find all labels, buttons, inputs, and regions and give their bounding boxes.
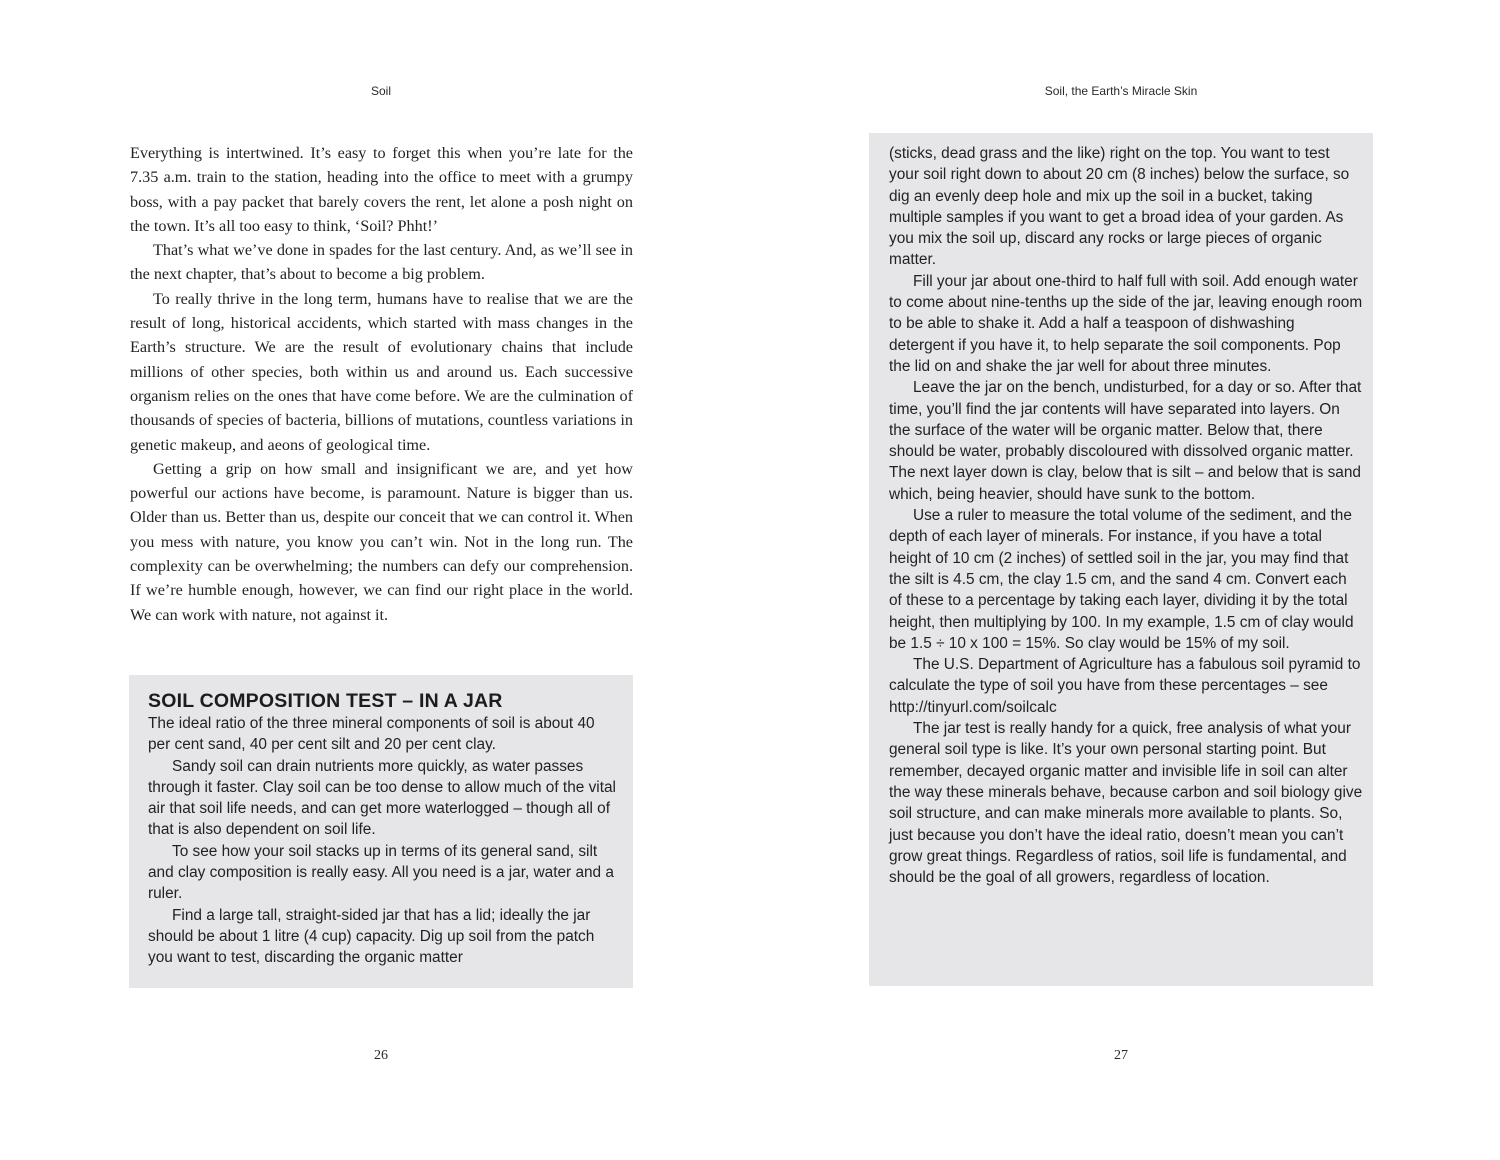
sidebar-title: SOIL COMPOSITION TEST – IN A JAR <box>148 690 503 712</box>
sidebar-paragraph: (sticks, dead grass and the like) right on the top. You want to test your soil right down to about 20 cm (8 inches) below the surface, so dig an evenly deep hole and mix up the soil in a bucket, taking multiple samples if you want to get a broad idea of your garden. As you mix the soil up, discard any rocks or large pieces of organic matter. <box>889 145 1350 269</box>
sidebar-paragraph: The ideal ratio of the three mineral components of soil is about 40 per cent sand, 40 per cent silt and 20 per cent clay. <box>148 715 595 754</box>
sidebar-paragraph: Leave the jar on the bench, undisturbed, for a day or so. After that time, you’ll find the jar contents will have separated into layers. On the surface of the water will be organic matter. Below that, there should be water, probably discoloured with dissolved organic matter. The next layer down is clay, below that is silt – and below that is sand which, being heavier, should have sunk to the bottom. <box>889 379 1362 503</box>
right-page <box>750 0 1500 1160</box>
running-head-right: Soil, the Earth’s Miracle Skin <box>1044 84 1198 98</box>
page-number-right: 27 <box>1114 1048 1128 1063</box>
sidebar-box-soil-test <box>129 675 633 988</box>
sidebar-paragraph: The U.S. Department of Agriculture has a fabulous soil pyramid to calculate the type of soil you have from these percentages – see http://tinyurl.com/soilcalc <box>889 656 1361 716</box>
page-number-left: 26 <box>374 1048 388 1063</box>
main-body-text <box>130 141 633 627</box>
sidebar-box-continued <box>869 133 1373 986</box>
sidebar-paragraph: Use a ruler to measure the total volume of the sediment, and the depth of each layer of minerals. For instance, if you have a total height of 10 cm (2 inches) of settled soil in the jar, you may find that the silt is 4.5 cm, the clay 1.5 cm, and the sand 4 cm. Convert each of these to a percentage by taking each layer, dividing it by the total height, then multiplying by 100. In my example, 1.5 cm of clay would be 1.5 ÷ 10 x 100 = 15%. So clay would be 15% of my soil. <box>889 507 1354 652</box>
running-head-left: Soil <box>370 84 391 98</box>
body-paragraph: Getting a grip on how small and insignificant we are, and yet how powerful our actions have become, is paramount. Nature is bigger than us. Older than us. Better than us, despite our conceit that we can control it. When you mess with nature, you know you can’t win. Not in the long run. The complexity can be overwhelming; the numbers can defy our comprehension. If we’re humble enough, however, we can find our right place in the world. We can work with nature, not against it. <box>130 459 633 624</box>
sidebar-paragraph: Fill your jar about one-third to half full with soil. Add enough water to come about nine-tenths up the side of the jar, leaving enough room to be able to shake it. Add a half a teaspoon of dishwashing detergent if you have it, to help separate the soil components. Pop the lid on and shake the jar well for about three minutes. <box>889 272 1363 375</box>
body-paragraph: Everything is intertwined. It’s easy to forget this when you’re late for the 7.35 a.m. train to the station, heading into the office to meet with a grumpy boss, with a pay packet that barely covers the rent, let alone a posh night on the town. It’s all too easy to think, ‘Soil? Phht!’ <box>130 144 633 235</box>
body-paragraph: To really thrive in the long term, humans have to realise that we are the result of long, historical accidents, which started with mass changes in the Earth’s structure. We are the result of evolutionary chains that include millions of other species, both within us and around us. Each successive organism relies on the ones that have come before. We are the culmination of thousands of species of bacteria, billions of mutations, countless variations in genetic makeup, and aeons of geological time. <box>130 289 633 454</box>
sidebar-paragraph: The jar test is really handy for a quick, free analysis of what your general soil type is like. It’s your own personal starting point. But remember, decayed organic matter and invisible life in soil can alter the way these minerals behave, because carbon and soil biology give soil structure, and can make minerals more available to plants. So, just because you don’t have the ideal ratio, doesn’t mean you can’t grow great things. Regardless of ratios, soil life is fundamental, and should be the goal of all growers, regardless of location. <box>889 720 1363 887</box>
sidebar-paragraph: Sandy soil can drain nutrients more quickly, as water passes through it faster. Clay soil can be too dense to allow much of the vital air that soil life needs, and can get more waterlogged – though all of that is also dependent on soil life. <box>148 757 616 839</box>
body-paragraph: That’s what we’ve done in spades for the last century. And, as we’ll see in the next chapter, that’s about to become a big problem. <box>130 241 633 284</box>
sidebar-paragraph: To see how your soil stacks up in terms of its general sand, silt and clay composition is really easy. All you need is a jar, water and a ruler. <box>148 842 614 903</box>
sidebar-paragraph: Find a large tall, straight-sided jar that has a lid; ideally the jar should be about 1 litre (4 cup) capacity. Dig up soil from the patch you want to test, discarding the organic matter <box>148 906 595 967</box>
